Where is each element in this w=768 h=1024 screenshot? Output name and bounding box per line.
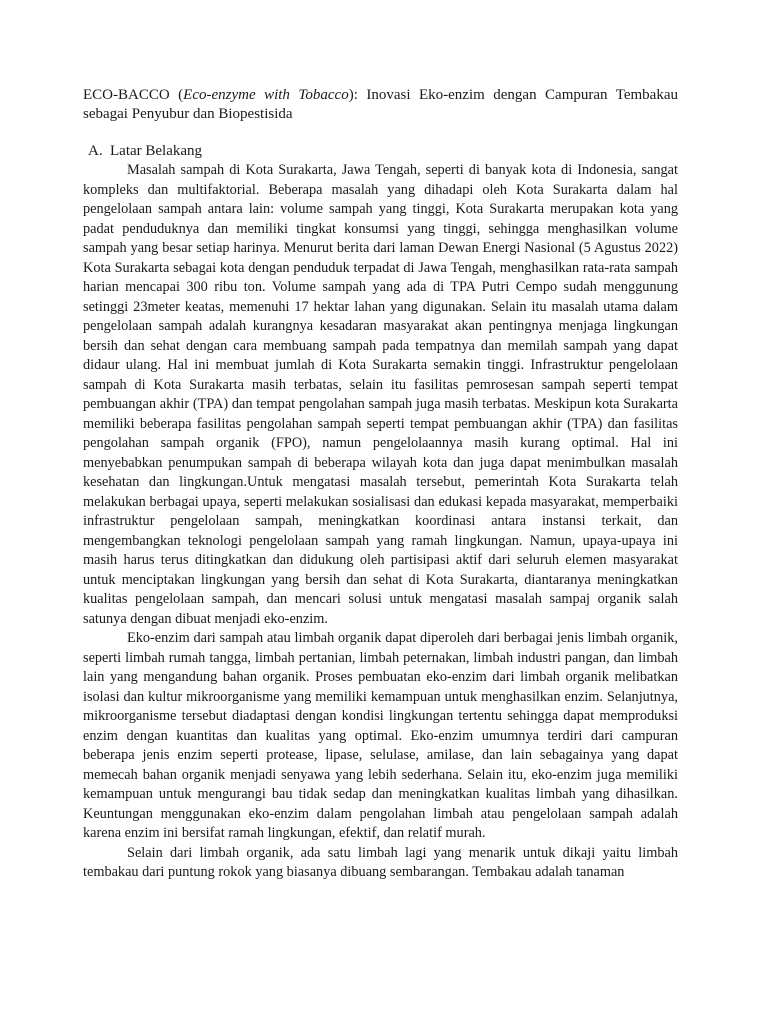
document-title: [83, 86, 678, 124]
title-prefix: ECO-BACCO (: [83, 87, 184, 103]
paragraph-3: Selain dari limbah organik, ada satu limbah lagi yang menarik untuk dikaji yaitu limbah tembakau dari puntung rokok yang biasanya dibuang sembarangan. Tembakau adalah tanaman: [83, 844, 678, 880]
title-italic: Eco-enzyme with Tobacco: [183, 87, 349, 103]
title-suffix: ): Inovasi Eko-enzim dengan Campuran Tembakau sebagai Penyubur dan Biopestisida: [83, 87, 678, 122]
paragraph-1: Masalah sampah di Kota Surakarta, Jawa Tengah, seperti di banyak kota di Indonesia, sangat kompleks dan multifaktorial. Beberapa masalah yang dihadapi oleh Kota Surakarta dalam hal pengelolaan sampah antara lain: volume sampah yang tinggi, Kota Surakarta merupakan kota yang padat penduduknya dan memiliki tingkat konsumsi yang tinggi, sehingga menghasilkan volume sampah yang besar setiap harinya. Menurut berita dari laman Dewan Energi Nasional (5 Agustus 2022) Kota Surakarta sebagai kota dengan penduduk terpadat di Jawa Tengah, menghasilkan rata-rata sampah harian mencapai 300 ribu ton. Volume sampah yang ada di TPA Putri Cempo sudah menggunung setinggi 23meter keatas, memenuhi 17 hektar lahan yang digunakan. Selain itu masalah utama dalam pengelolaan sampah adalah kurangnya kesadaran masyarakat akan pentingnya menjaga lingkungan bersih dan sehat dengan cara membuang sampah pada tempatnya dan memilah sampah yang dapat didaur ulang. Hal ini membuat jumlah di Kota Surakarta semakin tinggi. Infrastruktur pengelolaan sampah di Kota Surakarta masih terbatas, selain itu fasilitas pemrosesan sampah seperti tempat pembuangan akhir (TPA) dan tempat pengolahan sampah juga masih terbatas. Meskipun kota Surakarta memiliki beberapa fasilitas pengolahan sampah seperti tempat pembuangan akhir (TPA) dan fasilitas pengolahan sampah organik (FPO), namun pengelolaannya masih kurang optimal. Hal ini menyebabkan penumpukan sampah di beberapa wilayah kota dan juga dapat menimbulkan masalah kesehatan dan lingkungan.Untuk mengatasi masalah tersebut, pemerintah Kota Surakarta telah melakukan berbagai upaya, seperti melakukan sosialisasi dan edukasi kepada masyarakat, memperbaiki infrastruktur pengelolaan sampah, meningkatkan koordinasi antara instansi terkait, dan mengembangkan teknologi pengelolaan sampah yang ramah lingkungan. Namun, upaya-upaya ini masih harus terus ditingkatkan dan didukung oleh partisipasi aktif dari seluruh elemen masyarakat untuk menciptakan lingkungan yang bersih dan sehat di Kota Surakarta, diantaranya meningkatkan kualitas pengelolaan sampah, dan mencari solusi untuk mengatasi masalah sampaj organik salah satunya dengan dibuat menjadi eko-enzim.: [83, 162, 678, 627]
section-heading: [83, 142, 678, 161]
section-title: Latar Belakang: [110, 143, 203, 159]
paragraph-2: Eko-enzim dari sampah atau limbah organik dapat diperoleh dari berbagai jenis limbah organik, seperti limbah rumah tangga, limbah pertanian, limbah peternakan, limbah industri pangan, dan limbah lain yang mengandung bahan organik. Proses pembuatan eko-enzim dari limbah organik melibatkan isolasi dan kultur mikroorganisme yang memiliki kemampuan untuk menghasilkan enzim. Selanjutnya, mikroorganisme tersebut diadaptasi dengan kondisi lingkungan tertentu sehingga dapat memproduksi enzim dengan kuantitas dan kualitas yang optimal. Eko-enzim umumnya terdiri dari campuran beberapa jenis enzim seperti protease, lipase, selulase, amilase, dan lain sebagainya yang dapat memecah bahan organik menjadi senyawa yang lebih sederhana. Selain itu, eko-enzim juga memiliki kemampuan untuk mengurangi bau tidak sedap dan meningkatkan kualitas limbah yang dihasilkan. Keuntungan menggunakan eko-enzim dalam pengolahan limbah atau pengelolaan sampah adalah karena enzim ini bersifat ramah lingkungan, efektif, dan relatif murah.: [83, 630, 678, 841]
section-letter: A.: [88, 143, 103, 159]
